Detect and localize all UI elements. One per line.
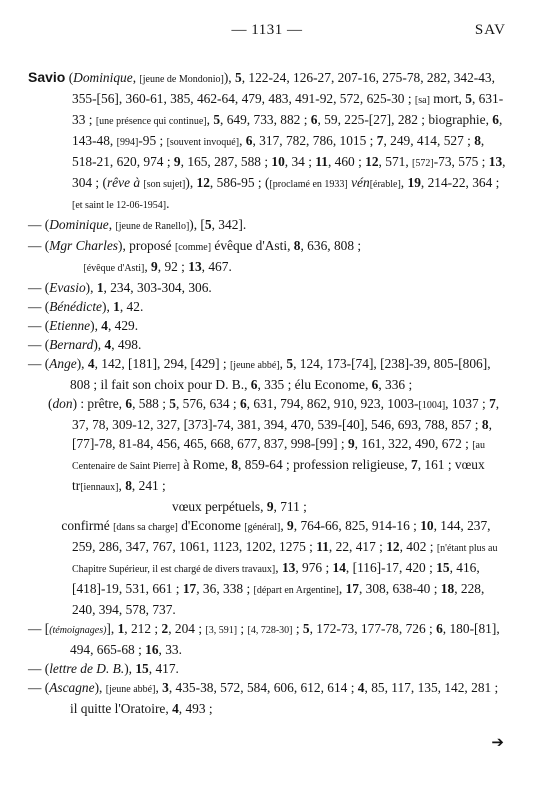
index-entry-ange-econome: confirmé [dans sa charge] d'Econome [général], 9, 764-66, 825, 914-16 ; 10, 144, 237, 259, 286, 347, 767, 1061, 1123, 1202, 1275 ; 11, 22, 417 ; 12, 402 ; [n'étant plus au Chapitre Supérieur, il est chargé de divers travaux], 13, 976 ; 14, [116]-17, 420 ; 15, 416, [418]-19, 531, 661 ; 17, 36, 338 ; [départ en Argentine], 17, 308, 638-40 ; 18, 228, 240, 394, 578, 737. <box>48 518 498 617</box>
index-entry-ascagne: — (Ascagne), [jeune abbé], 3, 435-38, 572, 584, 606, 612, 614 ; 4, 85, 117, 135, 142, 281 ; il quitte l'Oratoire, 4, 493 ; <box>28 680 499 716</box>
index-entry-bernard: — (Bernard), 4, 498. <box>28 337 142 352</box>
continuation-arrow-icon: ➔ <box>491 733 504 751</box>
index-entry-dominique-ranello: — (Dominique, [jeune de Ranello]), [5, 342]. <box>28 217 247 232</box>
index-entry-ange: — (Ange), 4, 142, [181], 294, [429] ; [jeune abbé], 5, 124, 173-[74], [238]-39, 805-[806], 808 ; il fait son choix pour D. B., 6, 335 ; élu Econome, 6, 336 ; <box>28 356 491 392</box>
page-header <box>0 22 534 42</box>
running-head: SAV <box>474 22 506 38</box>
index-entry-lettre-db: — (lettre de D. B.), 15, 417. <box>28 661 179 676</box>
index-column <box>28 68 508 718</box>
index-entry-mgr-charles: — (Mgr Charles), proposé [comme] évêque d'Asti, 8, 636, 808 ; [évêque d'Asti], 9, 92 ; 13, 467. <box>28 238 362 274</box>
index-entry-benedicte: — (Bénédicte), 1, 42. <box>28 299 144 314</box>
index-entry-ange-don: (don) : prêtre, 6, 588 ; 5, 576, 634 ; 6, 631, 794, 862, 910, 923, 1003-[1004], 1037 ; 7, 37, 78, 309-12, 327, [373]-74, 381, 394, 470, 539-[40], 546, 693, 788, 857 ; 8, [77]-78, 81-84, 456, 465, 668, 677, 837, 998-[99] ; 9, 161, 322, 490, 672 ; [au Centenaire de Saint Pierre] à Rome, 8, 859-64 ; profession religieuse, 7, 161 ; vœux tr[iennaux], 8, 241 ; vœux perpétuels, 9, 711 ; <box>48 396 500 514</box>
index-entry-savio-dominique: Savio (Dominique, [jeune de Mondonio]), 5, 122-24, 126-27, 207-16, 275-78, 282, 342-43, 355-[56], 360-61, 385, 462-64, 479, 483, 491-92, 572, 625-30 ; [sa] mort, 5, 631-33 ; [une présence qui continue], 5, 649, 733, 882 ; 6, 59, 225-[27], 282 ; biographie, 6, 143-48, [994]-95 ; [souvent invoqué], 6, 317, 782, 786, 1015 ; 7, 249, 414, 527 ; 8, 518-21, 620, 974 ; 9, 165, 287, 588 ; 10, 34 ; 11, 460 ; 12, 571, [572]-73, 575 ; 13, 304 ; (rêve à [son sujet]), 12, 586-95 ; ([proclamé en 1933] vén[érable], 19, 214-22, 364 ; [et saint le 12-06-1954]. <box>28 69 506 211</box>
index-entry-etienne: — (Etienne), 4, 429. <box>28 318 139 333</box>
index-entry-evasio: — (Evasio), 1, 234, 303-304, 306. <box>28 280 212 295</box>
index-entry-temoignages: — [(témoignages)], 1, 212 ; 2, 204 ; [3, 591] ; [4, 728-30] ; 5, 172-73, 177-78, 726 ; 6, 180-[81], 494, 665-68 ; 16, 33. <box>28 621 500 657</box>
page-number: — 1131 — <box>231 22 303 38</box>
